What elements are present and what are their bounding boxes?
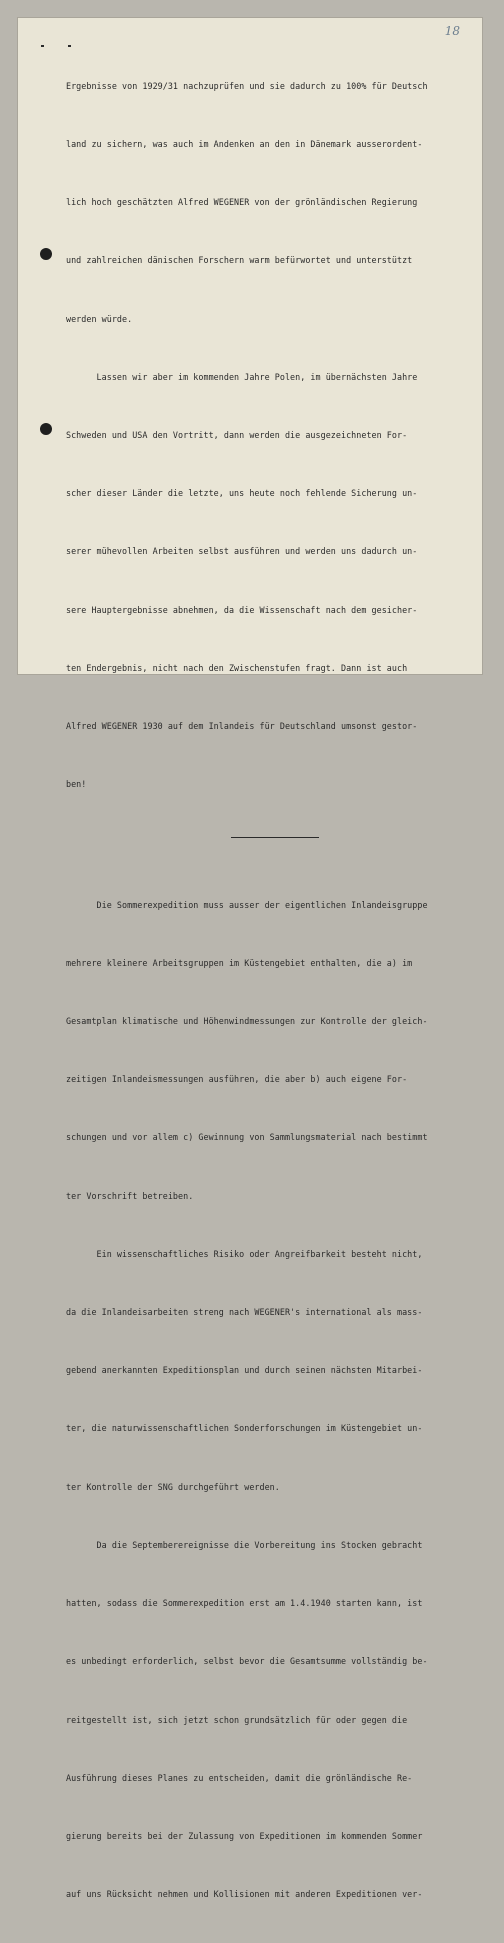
text-line: Alfred WEGENER 1930 auf dem Inlandeis für Deutschland umsonst gestor- — [66, 721, 418, 732]
text-line: auf uns Rücksicht nehmen und Kollisionen mit anderen Expeditionen ver- — [66, 1889, 423, 1900]
text-line: werden würde. — [66, 313, 133, 324]
text-line: Ausführung dieses Planes zu entscheiden, damit die grönländische Re- — [66, 1772, 413, 1783]
text-line: schungen und vor allem c) Gewinnung von Sammlungsmaterial nach bestimmt — [66, 1132, 428, 1143]
text-line: es unbedingt erforderlich, selbst bevor die Gesamtsumme vollständig be- — [66, 1656, 428, 1667]
text-line: Schweden und USA den Vortritt, dann werden die ausgezeichneten For- — [66, 430, 408, 441]
text-line: Da die Septemberereignisse die Vorbereitung ins Stocken gebracht — [66, 1539, 423, 1550]
text-line: ter Kontrolle der SNG durchgeführt werden. — [66, 1481, 280, 1492]
text-line: Gesamtplan klimatische und Höhenwindmessungen zur Kontrolle der gleich- — [66, 1016, 428, 1027]
text-line: sere Hauptergebnisse abnehmen, da die Wissenschaft nach dem gesicher- — [66, 604, 418, 615]
text-line: mehrere kleinere Arbeitsgruppen im Küstengebiet enthalten, die a) im — [66, 957, 413, 968]
section-separator — [66, 837, 480, 856]
text-line: Ergebnisse von 1929/31 nachzuprüfen und sie dadurch zu 100% für Deutsch — [66, 80, 428, 91]
text-line: scher dieser Länder die letzte, uns heute noch fehlende Sicherung un- — [66, 488, 418, 499]
text-line: ten Endergebnis, nicht nach den Zwischenstufen fragt. Dann ist auch — [66, 662, 408, 673]
page-number: 18 — [444, 24, 460, 38]
margin-mark — [41, 45, 44, 47]
text-line: da die Inlandeisarbeiten streng nach WEGENER's international als mass- — [66, 1307, 423, 1318]
separator-rule — [231, 837, 319, 838]
text-line: ter Vorschrift betreiben. — [66, 1190, 194, 1201]
document-page — [18, 18, 482, 1900]
text-line: gierung bereits bei der Zulassung von Expeditionen im kommenden Sommer — [66, 1830, 423, 1841]
text-line: Ein wissenschaftliches Risiko oder Angreifbarkeit besteht nicht, — [66, 1248, 423, 1259]
punch-hole — [40, 248, 52, 260]
text-line: serer mühevollen Arbeiten selbst ausführen und werden uns dadurch un- — [66, 546, 418, 557]
text-line: ter, die naturwissenschaftlichen Sonderforschungen im Küstengebiet un- — [66, 1423, 423, 1434]
text-line: zeitigen Inlandeismessungen ausführen, die aber b) auch eigene For- — [66, 1074, 408, 1085]
text-line: gebend anerkannten Expeditionsplan und durch seinen nächsten Mitarbei- — [66, 1365, 423, 1376]
text-line: Die Sommerexpedition muss ausser der eigentlichen Inlandeisgruppe — [66, 899, 428, 910]
text-line: ben! — [66, 779, 87, 790]
punch-hole — [40, 423, 52, 435]
text-line: land zu sichern, was auch im Andenken an den in Dänemark ausserordent- — [66, 139, 423, 150]
text-line: und zahlreichen dänischen Forschern warm befürwortet und unterstützt — [66, 255, 413, 266]
text-line: reitgestellt ist, sich jetzt schon grundsätzlich für oder gegen die — [66, 1714, 408, 1725]
typewritten-body — [66, 38, 480, 1943]
text-line: lich hoch geschätzten Alfred WEGENER von der grönländischen Regierung — [66, 197, 418, 208]
text-line: Lassen wir aber im kommenden Jahre Polen, im übernächsten Jahre — [66, 371, 418, 382]
text-line: hatten, sodass die Sommerexpedition erst am 1.4.1940 starten kann, ist — [66, 1598, 423, 1609]
